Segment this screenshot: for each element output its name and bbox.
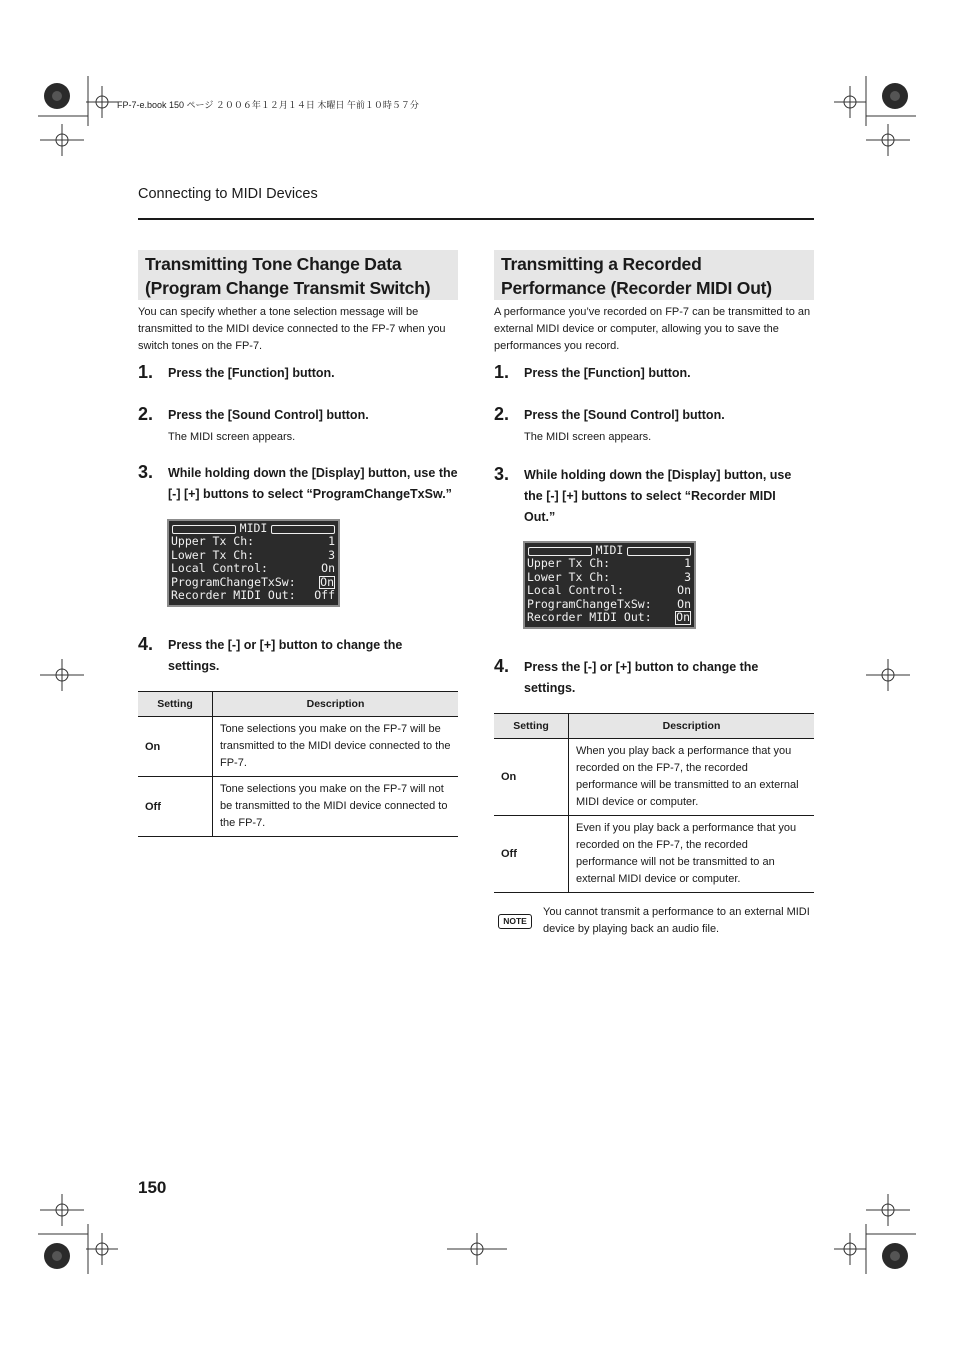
left-lcd-line: Lower Tx Ch: 3 xyxy=(171,547,335,562)
right-lcd-screen xyxy=(523,541,696,629)
left-lcd-line: ProgramChangeTxSw: On xyxy=(171,574,334,589)
right-lcd-line: Upper Tx Ch: 1 xyxy=(527,556,691,570)
right-step-2-note: The MIDI screen appears. xyxy=(524,431,652,443)
left-lcd-selected-value: On xyxy=(320,574,334,589)
left-step-1-number: 1. xyxy=(138,362,154,382)
table-header-row xyxy=(138,692,458,717)
left-step-2-note: The MIDI screen appears. xyxy=(168,431,296,443)
right-step-4-number: 4. xyxy=(494,656,510,676)
left-step-3-number: 3. xyxy=(138,462,154,482)
right-lcd-line: Lower Tx Ch: 3 xyxy=(527,569,691,584)
left-title-line1: Transmitting Tone Change Data xyxy=(145,254,402,274)
left-step-1-text: Press the [Function] button. xyxy=(168,366,335,380)
note-icon: NOTE xyxy=(498,914,532,929)
right-lcd-line: Recorder MIDI Out: On xyxy=(527,610,690,624)
setting-cell: On xyxy=(494,739,569,816)
right-lcd-selected-value: On xyxy=(676,610,690,624)
right-step-1-number: 1. xyxy=(494,362,510,382)
left-lcd-line: Upper Tx Ch: 1 xyxy=(171,534,335,548)
left-lcd-line: Recorder MIDI Out: Off xyxy=(171,588,335,602)
column-header-setting: Setting xyxy=(494,714,569,739)
left-step-3-text: While holding down the [Display] button, use the [-] [+] buttons to select “ProgramChangeTxSw.” xyxy=(168,466,458,501)
column-header-description: Description xyxy=(213,692,459,717)
description-cell: Tone selections you make on the FP-7 will be transmitted to the MIDI device connected to the FP-7. xyxy=(213,717,459,777)
setting-cell: Off xyxy=(138,777,213,837)
left-lcd-title: MIDI xyxy=(239,521,268,535)
setting-cell: Off xyxy=(494,816,569,893)
right-title-line2: Performance (Recorder MIDI Out) xyxy=(501,278,772,298)
table-row xyxy=(138,777,458,837)
left-title-line2: (Program Change Transmit Switch) xyxy=(145,278,431,298)
right-section-heading xyxy=(494,250,814,300)
table-row xyxy=(494,739,814,816)
header-rule xyxy=(138,218,814,220)
right-lcd-line: ProgramChangeTxSw: On xyxy=(527,596,691,611)
right-settings-table xyxy=(494,713,814,893)
left-step-4-number: 4. xyxy=(138,634,154,654)
note-text: You cannot transmit a performance to an external MIDI device by playing back an audio file. xyxy=(543,906,810,935)
running-header: Connecting to MIDI Devices xyxy=(138,186,318,202)
left-lcd-line: Local Control: On xyxy=(171,561,335,575)
print-info: FP-7-e.book 150 ページ ２００６年１２月１４日 木曜日 午前１０時５７分 xyxy=(117,100,419,110)
table-row xyxy=(138,717,458,777)
left-step-2-number: 2. xyxy=(138,404,154,424)
table-header-row xyxy=(494,714,814,739)
right-step-2-number: 2. xyxy=(494,404,510,424)
right-title-line1: Transmitting a Recorded xyxy=(501,254,702,274)
left-settings-table xyxy=(138,691,458,837)
column-header-description: Description xyxy=(569,714,815,739)
page-number: 150 xyxy=(138,1178,167,1197)
description-cell: When you play back a performance that you recorded on the FP-7, the recorded performance will be transmitted to an external MIDI device or computer. xyxy=(569,739,815,816)
right-lcd-line: Local Control: On xyxy=(527,583,691,597)
left-intro: You can specify whether a tone selection message will be transmitted to the MIDI device connected to the FP-7 when you switch tones on the FP-7. xyxy=(138,306,446,352)
left-step-4-text: Press the [-] or [+] button to change the settings. xyxy=(168,638,403,673)
right-step-3-number: 3. xyxy=(494,464,510,484)
table-row xyxy=(494,816,814,893)
right-step-3-text: While holding down the [Display] button, use the [-] [+] buttons to select “Recorder MIDI Out.” xyxy=(524,468,792,524)
left-lcd-screen xyxy=(167,519,340,607)
right-intro: A performance you’ve recorded on FP-7 can be transmitted to an external MIDI device or computer, allowing you to save the performances you record. xyxy=(494,306,811,352)
right-step-1-text: Press the [Function] button. xyxy=(524,366,691,380)
left-step-2-text: Press the [Sound Control] button. xyxy=(168,408,369,422)
description-cell: Tone selections you make on the FP-7 will not be transmitted to the MIDI device connected to the FP-7. xyxy=(213,777,459,837)
right-lcd-title: MIDI xyxy=(595,543,624,557)
right-step-4-text: Press the [-] or [+] button to change the settings. xyxy=(524,660,759,695)
left-section-heading xyxy=(138,250,458,300)
column-header-setting: Setting xyxy=(138,692,213,717)
description-cell: Even if you play back a performance that you recorded on the FP-7, the recorded performance will not be transmitted to an external MIDI device or computer. xyxy=(569,816,815,893)
right-step-2-text: Press the [Sound Control] button. xyxy=(524,408,725,422)
setting-cell: On xyxy=(138,717,213,777)
